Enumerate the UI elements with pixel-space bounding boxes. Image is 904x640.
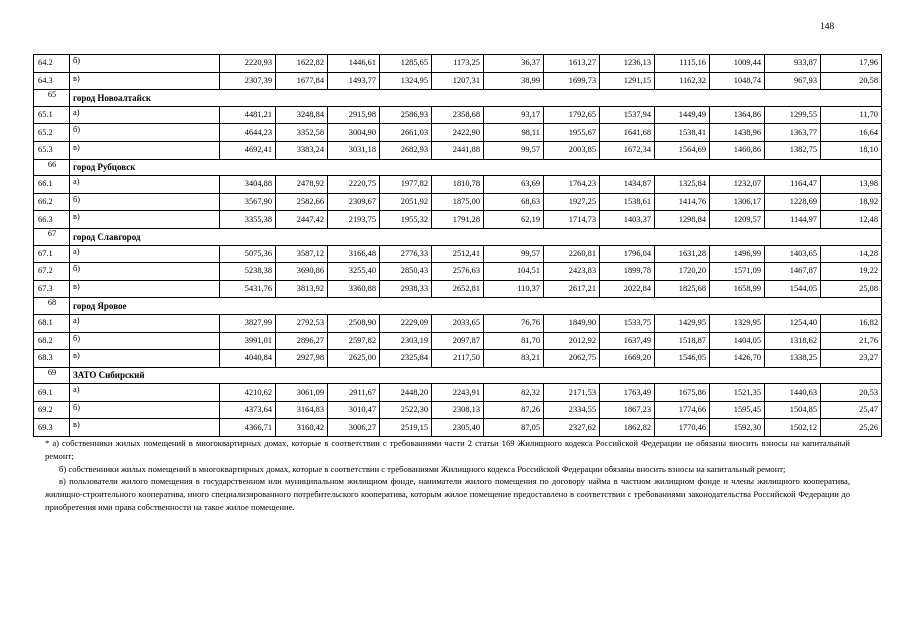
value-cell: 4040,84 [220,350,276,368]
value-cell: 1637,49 [600,332,655,350]
value-cell: 11,70 [821,106,882,124]
value-cell: 1429,95 [655,314,710,332]
value-cell: 1467,87 [765,263,821,281]
value-cell: 3360,88 [328,280,380,298]
value-cell: 1446,61 [328,55,380,73]
value-cell: 3352,58 [276,124,328,142]
table-row [34,124,882,142]
row-code: 65.3 [34,141,70,159]
value-cell: 1774,66 [655,401,710,419]
value-cell: 5075,36 [220,245,276,263]
row-code: 69.1 [34,384,70,402]
table-row [34,314,882,332]
value-cell: 12,48 [821,211,882,229]
value-cell: 2117,50 [432,350,484,368]
value-cell: 82,32 [484,384,544,402]
value-cell: 98,11 [484,124,544,142]
group-code: 69 [34,367,70,384]
value-cell: 1796,04 [600,245,655,263]
value-cell: 2447,42 [276,211,328,229]
value-cell: 1899,78 [600,263,655,281]
value-cell: 2193,75 [328,211,380,229]
value-cell: 1502,12 [765,419,821,437]
value-cell: 2776,33 [380,245,432,263]
value-cell: 2625,00 [328,350,380,368]
row-category: в) [70,141,220,159]
value-cell: 38,99 [484,72,544,90]
table-row [34,419,882,437]
row-category: б) [70,401,220,419]
value-cell: 1164,47 [765,176,821,194]
row-category: а) [70,176,220,194]
row-category: а) [70,106,220,124]
value-cell: 2303,19 [380,332,432,350]
value-cell: 1460,86 [710,141,765,159]
value-cell: 3690,86 [276,263,328,281]
value-cell: 3567,90 [220,193,276,211]
page-number: 148 [820,22,835,32]
table-group-row [34,159,882,176]
value-cell: 1955,67 [544,124,600,142]
value-cell: 2938,33 [380,280,432,298]
value-cell: 20,53 [821,384,882,402]
table-row [34,72,882,90]
group-name: город Новоалтайск [70,90,882,107]
group-code: 68 [34,298,70,315]
table-row [34,350,882,368]
value-cell: 3813,92 [276,280,328,298]
group-name: город Яровое [70,298,882,315]
value-cell: 2003,85 [544,141,600,159]
value-cell: 1518,87 [655,332,710,350]
value-cell: 1867,23 [600,401,655,419]
value-cell: 2307,39 [220,72,276,90]
table-row [34,245,882,263]
value-cell: 1364,86 [710,106,765,124]
value-cell: 99,57 [484,141,544,159]
value-cell: 1329,95 [710,314,765,332]
value-cell: 1546,05 [655,350,710,368]
table-group-row [34,298,882,315]
value-cell: 1318,62 [765,332,821,350]
value-cell: 2220,93 [220,55,276,73]
value-cell: 2334,55 [544,401,600,419]
value-cell: 62,19 [484,211,544,229]
value-cell: 23,27 [821,350,882,368]
value-cell: 1720,20 [655,263,710,281]
group-code: 66 [34,159,70,176]
value-cell: 2441,88 [432,141,484,159]
value-cell: 4373,64 [220,401,276,419]
row-code: 66.3 [34,211,70,229]
value-cell: 933,87 [765,55,821,73]
value-cell: 1048,74 [710,72,765,90]
value-cell: 1669,20 [600,350,655,368]
row-code: 64.2 [34,55,70,73]
value-cell: 5431,76 [220,280,276,298]
value-cell: 1571,09 [710,263,765,281]
value-cell: 1325,84 [655,176,710,194]
value-cell: 1955,32 [380,211,432,229]
value-cell: 1338,25 [765,350,821,368]
row-code: 66.1 [34,176,70,194]
row-category: б) [70,55,220,73]
value-cell: 25,26 [821,419,882,437]
row-code: 67.2 [34,263,70,281]
value-cell: 4210,62 [220,384,276,402]
value-cell: 1764,23 [544,176,600,194]
value-cell: 2508,90 [328,314,380,332]
table-row [34,280,882,298]
value-cell: 2327,62 [544,419,600,437]
row-category: б) [70,263,220,281]
value-cell: 1299,55 [765,106,821,124]
value-cell: 1209,57 [710,211,765,229]
value-cell: 2305,40 [432,419,484,437]
value-cell: 1434,87 [600,176,655,194]
value-cell: 1403,37 [600,211,655,229]
value-cell: 2582,66 [276,193,328,211]
value-cell: 2325,84 [380,350,432,368]
value-cell: 19,22 [821,263,882,281]
value-cell: 1595,45 [710,401,765,419]
value-cell: 1677,84 [276,72,328,90]
value-cell: 4366,71 [220,419,276,437]
row-category: в) [70,419,220,437]
value-cell: 2617,21 [544,280,600,298]
value-cell: 1622,82 [276,55,328,73]
value-cell: 16,64 [821,124,882,142]
value-cell: 1228,69 [765,193,821,211]
table-row [34,384,882,402]
value-cell: 14,28 [821,245,882,263]
value-cell: 2022,84 [600,280,655,298]
group-name: город Рубцовск [70,159,882,176]
value-cell: 2448,20 [380,384,432,402]
value-cell: 1564,69 [655,141,710,159]
value-cell: 2229,09 [380,314,432,332]
value-cell: 1763,49 [600,384,655,402]
value-cell: 1173,25 [432,55,484,73]
value-cell: 18,10 [821,141,882,159]
value-cell: 1672,34 [600,141,655,159]
table-body [34,55,882,437]
value-cell: 1533,75 [600,314,655,332]
value-cell: 17,96 [821,55,882,73]
row-category: б) [70,193,220,211]
table-row [34,141,882,159]
row-category: в) [70,211,220,229]
value-cell: 1538,41 [655,124,710,142]
row-category: а) [70,384,220,402]
value-cell: 83,21 [484,350,544,368]
value-cell: 1207,31 [432,72,484,90]
value-cell: 110,37 [484,280,544,298]
value-cell: 1538,61 [600,193,655,211]
table-group-row [34,228,882,245]
value-cell: 3166,48 [328,245,380,263]
value-cell: 1675,86 [655,384,710,402]
row-code: 66.2 [34,193,70,211]
value-cell: 1544,05 [765,280,821,298]
value-cell: 1849,90 [544,314,600,332]
row-code: 68.3 [34,350,70,368]
row-code: 69.2 [34,401,70,419]
value-cell: 1792,65 [544,106,600,124]
value-cell: 1699,73 [544,72,600,90]
value-cell: 21,76 [821,332,882,350]
value-cell: 3006,27 [328,419,380,437]
value-cell: 3031,18 [328,141,380,159]
value-cell: 2260,81 [544,245,600,263]
row-code: 67.3 [34,280,70,298]
value-cell: 3255,40 [328,263,380,281]
value-cell: 1493,77 [328,72,380,90]
value-cell: 2033,65 [432,314,484,332]
value-cell: 2522,30 [380,401,432,419]
value-cell: 3587,12 [276,245,328,263]
value-cell: 1403,65 [765,245,821,263]
value-cell: 3010,47 [328,401,380,419]
table-row [34,55,882,73]
value-cell: 1440,63 [765,384,821,402]
row-category: в) [70,350,220,368]
value-cell: 99,57 [484,245,544,263]
table-group-row [34,90,882,107]
value-cell: 1521,35 [710,384,765,402]
value-cell: 1363,77 [765,124,821,142]
value-cell: 16,82 [821,314,882,332]
value-cell: 2661,03 [380,124,432,142]
value-cell: 2308,13 [432,401,484,419]
value-cell: 1825,68 [655,280,710,298]
value-cell: 1658,99 [710,280,765,298]
footnotes [45,437,850,514]
value-cell: 2062,75 [544,350,600,368]
value-cell: 1426,70 [710,350,765,368]
value-cell: 63,69 [484,176,544,194]
value-cell: 2051,92 [380,193,432,211]
value-cell: 1592,30 [710,419,765,437]
value-cell: 2896,27 [276,332,328,350]
value-cell: 1449,49 [655,106,710,124]
row-category: в) [70,280,220,298]
value-cell: 18,92 [821,193,882,211]
table-row [34,332,882,350]
group-name: город Славгород [70,228,882,245]
value-cell: 1382,75 [765,141,821,159]
row-code: 69.3 [34,419,70,437]
value-cell: 1404,05 [710,332,765,350]
value-cell: 2171,53 [544,384,600,402]
value-cell: 1977,82 [380,176,432,194]
table-row [34,401,882,419]
value-cell: 1009,44 [710,55,765,73]
value-cell: 13,98 [821,176,882,194]
value-cell: 1496,99 [710,245,765,263]
value-cell: 68,63 [484,193,544,211]
value-cell: 2586,93 [380,106,432,124]
table-row [34,263,882,281]
value-cell: 1144,97 [765,211,821,229]
row-code: 65.1 [34,106,70,124]
value-cell: 2682,93 [380,141,432,159]
value-cell: 2309,67 [328,193,380,211]
value-cell: 3355,38 [220,211,276,229]
row-code: 67.1 [34,245,70,263]
value-cell: 20,58 [821,72,882,90]
row-code: 64.3 [34,72,70,90]
value-cell: 2478,92 [276,176,328,194]
table-row [34,106,882,124]
value-cell: 2358,68 [432,106,484,124]
value-cell: 1285,65 [380,55,432,73]
row-code: 68.2 [34,332,70,350]
row-category: а) [70,314,220,332]
value-cell: 3991,01 [220,332,276,350]
value-cell: 2220,75 [328,176,380,194]
value-cell: 1254,40 [765,314,821,332]
value-cell: 1875,00 [432,193,484,211]
value-cell: 1306,17 [710,193,765,211]
value-cell: 3248,84 [276,106,328,124]
value-cell: 2915,98 [328,106,380,124]
value-cell: 1232,07 [710,176,765,194]
value-cell: 1324,95 [380,72,432,90]
table-row [34,176,882,194]
value-cell: 2927,98 [276,350,328,368]
value-cell: 2597,82 [328,332,380,350]
value-cell: 2422,90 [432,124,484,142]
value-cell: 1641,68 [600,124,655,142]
value-cell: 4481,21 [220,106,276,124]
value-cell: 4644,23 [220,124,276,142]
value-cell: 3160,42 [276,419,328,437]
value-cell: 36,37 [484,55,544,73]
value-cell: 1162,32 [655,72,710,90]
value-cell: 93,17 [484,106,544,124]
value-cell: 1414,76 [655,193,710,211]
row-category: в) [70,72,220,90]
value-cell: 3004,90 [328,124,380,142]
value-cell: 1631,28 [655,245,710,263]
value-cell: 1115,16 [655,55,710,73]
value-cell: 4692,41 [220,141,276,159]
value-cell: 3061,09 [276,384,328,402]
table-row [34,193,882,211]
value-cell: 76,76 [484,314,544,332]
value-cell: 3404,88 [220,176,276,194]
table-group-row [34,367,882,384]
value-cell: 87,26 [484,401,544,419]
group-code: 67 [34,228,70,245]
value-cell: 3164,83 [276,401,328,419]
footnote-c: в) пользователи жилого помещения в государственном или муниципальном жилищном фонде, наниматели жилого помещения по договору найма в частном жилищном фонде и члены жилищного кооператива, жилищно-строительного кооператива, иного специализированного потребительского кооператива, которым жилое помещение предоставлено в соответствии с требованиями законодательства Российской Федерации до приобретения ими права собственности на такое жилое помещение. [45,476,850,512]
value-cell: 1438,96 [710,124,765,142]
row-category: б) [70,332,220,350]
value-cell: 2850,43 [380,263,432,281]
value-cell: 1810,78 [432,176,484,194]
value-cell: 1862,82 [600,419,655,437]
value-cell: 2512,41 [432,245,484,263]
value-cell: 967,93 [765,72,821,90]
table-row [34,211,882,229]
value-cell: 1537,94 [600,106,655,124]
value-cell: 3827,99 [220,314,276,332]
value-cell: 3383,24 [276,141,328,159]
value-cell: 25,08 [821,280,882,298]
row-category: б) [70,124,220,142]
value-cell: 81,70 [484,332,544,350]
value-cell: 2097,87 [432,332,484,350]
value-cell: 2576,63 [432,263,484,281]
value-cell: 2423,83 [544,263,600,281]
value-cell: 1291,15 [600,72,655,90]
value-cell: 5238,38 [220,263,276,281]
value-cell: 104,51 [484,263,544,281]
value-cell: 1236,13 [600,55,655,73]
value-cell: 1770,46 [655,419,710,437]
value-cell: 87,05 [484,419,544,437]
value-cell: 1927,25 [544,193,600,211]
value-cell: 1791,28 [432,211,484,229]
row-code: 68.1 [34,314,70,332]
value-cell: 1504,85 [765,401,821,419]
value-cell: 2652,81 [432,280,484,298]
value-cell: 25,47 [821,401,882,419]
group-name: ЗАТО Сибирский [70,367,882,384]
row-category: а) [70,245,220,263]
tariff-table [33,54,882,437]
value-cell: 1613,27 [544,55,600,73]
value-cell: 1298,84 [655,211,710,229]
footnote-b: б) собственники жилых помещений в многоквартирных домах, которые в соответствии с требованиями Жилищного кодекса Российской Федерации обязаны вносить взносы на капитальный ремонт; [59,463,786,474]
footnote-a: * а) собственники жилых помещений в многоквартирных домах, которые в соответствии с требованиями части 2 статьи 169 Жилищного кодекса Российской Федерации не обязаны вносить взносы на капитальный ремонт; [45,438,850,461]
row-code: 65.2 [34,124,70,142]
value-cell: 2012,92 [544,332,600,350]
value-cell: 2243,91 [432,384,484,402]
value-cell: 2519,15 [380,419,432,437]
value-cell: 1714,73 [544,211,600,229]
value-cell: 2792,53 [276,314,328,332]
value-cell: 2911,67 [328,384,380,402]
group-code: 65 [34,90,70,107]
